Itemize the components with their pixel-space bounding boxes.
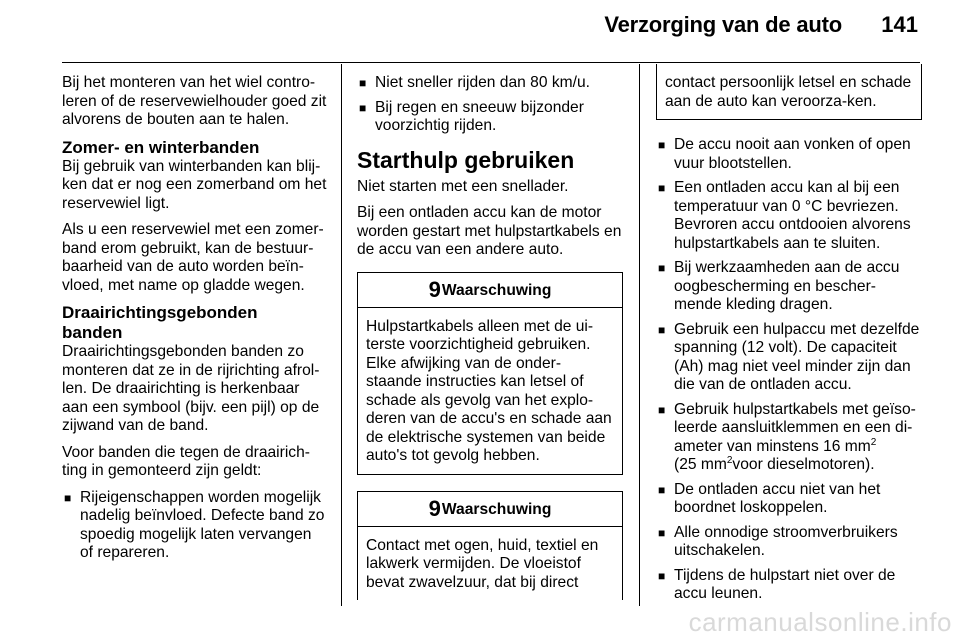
column-2 (357, 74, 623, 600)
summer-winter-paragraph-2: Als u een reservewiel met een zomer-band erom gebruikt, kan de bestuur-baarheid van de auto worden beïn-vloed, met name op gladde wegen. (62, 221, 324, 294)
bullet-icon: ■ (64, 490, 72, 505)
list-item (656, 259, 922, 315)
warning-box-1 (357, 272, 623, 475)
page-number: 141 (881, 12, 918, 37)
list-item (656, 524, 922, 561)
list-item-text: Gebruik een hulpaccu met dezelfde spanning (12 volt). De capaciteit (Ah) mag niet veel minder zijn dan die van de ontladen accu. (674, 320, 920, 393)
section-heading-summer-winter: Zomer- en winterbanden (62, 137, 260, 157)
bullet-icon: ■ (658, 482, 666, 497)
list-item-text: Niet sneller rijden dan 80 km/u. (375, 74, 590, 91)
bullet-icon: ■ (658, 138, 666, 152)
header-rule (62, 62, 920, 63)
driving-bullet-list (357, 74, 623, 136)
list-item-text: Gebruik hulpstartkabels met geïso-leerde aansluitklemmen en een di-ameter van minstens 16 mm (674, 400, 916, 455)
directional-paragraph-1: Draairichtingsgebonden banden zo monteren dat ze in de rijrichting afrol-len. De draairichting is herkenbaar aan een symbool (bijv. een pijl) op de zijwand van de band. (62, 343, 320, 434)
section-heading-jump-start: Starthulp gebruiken (357, 146, 575, 173)
heading-line-2: banden (62, 323, 123, 342)
list-item-text: Rijeigenschappen worden mogelijk nadelig beïnvloed. Defecte band zo spoedig mogelijk laten vervangen of repareren. (80, 488, 325, 561)
list-item (656, 136, 922, 173)
column-divider-1 (341, 64, 342, 606)
bullet-icon: ■ (359, 76, 367, 90)
warning-title: Waarschuwing (441, 281, 552, 299)
warning-icon: 9 (428, 495, 441, 521)
list-item-text: Tijdens de hulpstart niet over de accu leunen. (674, 566, 896, 602)
section-heading-directional (62, 303, 328, 343)
jump-start-paragraph-2: Bij een ontladen accu kan de motor worden gestart met hulpstartkabels en de accu van een andere auto. (357, 204, 622, 258)
list-item-text: Een ontladen accu kan al bij een temperatuur van 0 °C bevriezen. Bevroren accu ontdooien alvorens hulpstartkabels aan te sluiten. (674, 179, 911, 252)
page-title: Verzorging van de auto (604, 12, 842, 37)
warning-header (358, 273, 622, 308)
list-item-text: De accu nooit aan vonken of open vuur blootstellen. (674, 136, 911, 172)
list-item-text: Alle onnodige stroomverbruikers uitschakelen. (674, 523, 898, 559)
bullet-icon: ■ (359, 100, 367, 115)
warning-title: Waarschuwing (441, 500, 552, 518)
list-item-text: voor dieselmotoren). (732, 456, 875, 473)
list-item (357, 74, 623, 93)
bullet-icon: ■ (658, 181, 666, 195)
battery-bullet-list (656, 136, 922, 604)
list-item (357, 99, 623, 136)
warning-icon: 9 (428, 276, 441, 302)
directional-paragraph-2: Voor banden die tegen de draairich-ting in gemonteerd zijn geldt: (62, 443, 310, 479)
bullet-icon: ■ (658, 568, 666, 583)
list-item (656, 567, 922, 604)
list-item-text: (25 mm (674, 456, 727, 473)
superscript: 2 (870, 436, 877, 448)
column-3 (656, 64, 922, 610)
superscript: 2 (726, 454, 733, 466)
list-item (62, 489, 328, 563)
bullet-icon: ■ (658, 261, 666, 275)
bullet-icon: ■ (658, 402, 666, 417)
warning-body: Hulpstartkabels alleen met de ui-terste voorzichtigheid gebruiken. Elke afwijking van de onder-staande instructies kan letsel of schade als gevolg van het explo-deren van de accu's en schade aan de elektrische systemen van beide auto's tot gevolg hebben. (366, 317, 612, 464)
heading-line-1: Draairichtingsgebonden (62, 303, 258, 322)
bullet-icon: ■ (658, 322, 666, 337)
warning-box-2-continued (656, 64, 922, 120)
jump-start-paragraph-1: Niet starten met een snellader. (357, 177, 569, 195)
list-item-text: Bij regen en sneeuw bijzonder voorzichtig rijden. (375, 98, 584, 134)
intro-paragraph: Bij het monteren van het wiel contro-leren of de reservewielhouder goed zit alvorens de bouten aan te halen. (62, 74, 327, 128)
watermark-link[interactable]: carmanualsonline.info (688, 607, 952, 637)
warning-header (358, 492, 622, 527)
bullet-icon: ■ (658, 525, 666, 540)
list-item (656, 179, 922, 253)
list-item (656, 481, 922, 518)
list-item-text: Bij werkzaamheden aan de accu oogbescherming en bescher-mende kleding dragen. (674, 259, 900, 313)
summer-winter-paragraph-1: Bij gebruik van winterbanden kan blij-ken dat er nog een zomerband om het reservewiel ligt. (62, 157, 327, 212)
list-item (656, 401, 922, 475)
column-divider-2 (639, 64, 640, 606)
warning-box-2 (357, 491, 623, 601)
warning-body-continued: contact persoonlijk letsel en schade aan de auto kan veroorza-ken. (665, 74, 912, 110)
list-item-text: De ontladen accu niet van het boordnet loskoppelen. (674, 480, 881, 516)
list-item (656, 321, 922, 395)
warning-body: Contact met ogen, huid, textiel en lakwerk vermijden. De vloeistof bevat zwavelzuur, dat bij direct (366, 536, 599, 591)
directional-bullet-list (62, 489, 328, 563)
column-1 (62, 74, 328, 569)
